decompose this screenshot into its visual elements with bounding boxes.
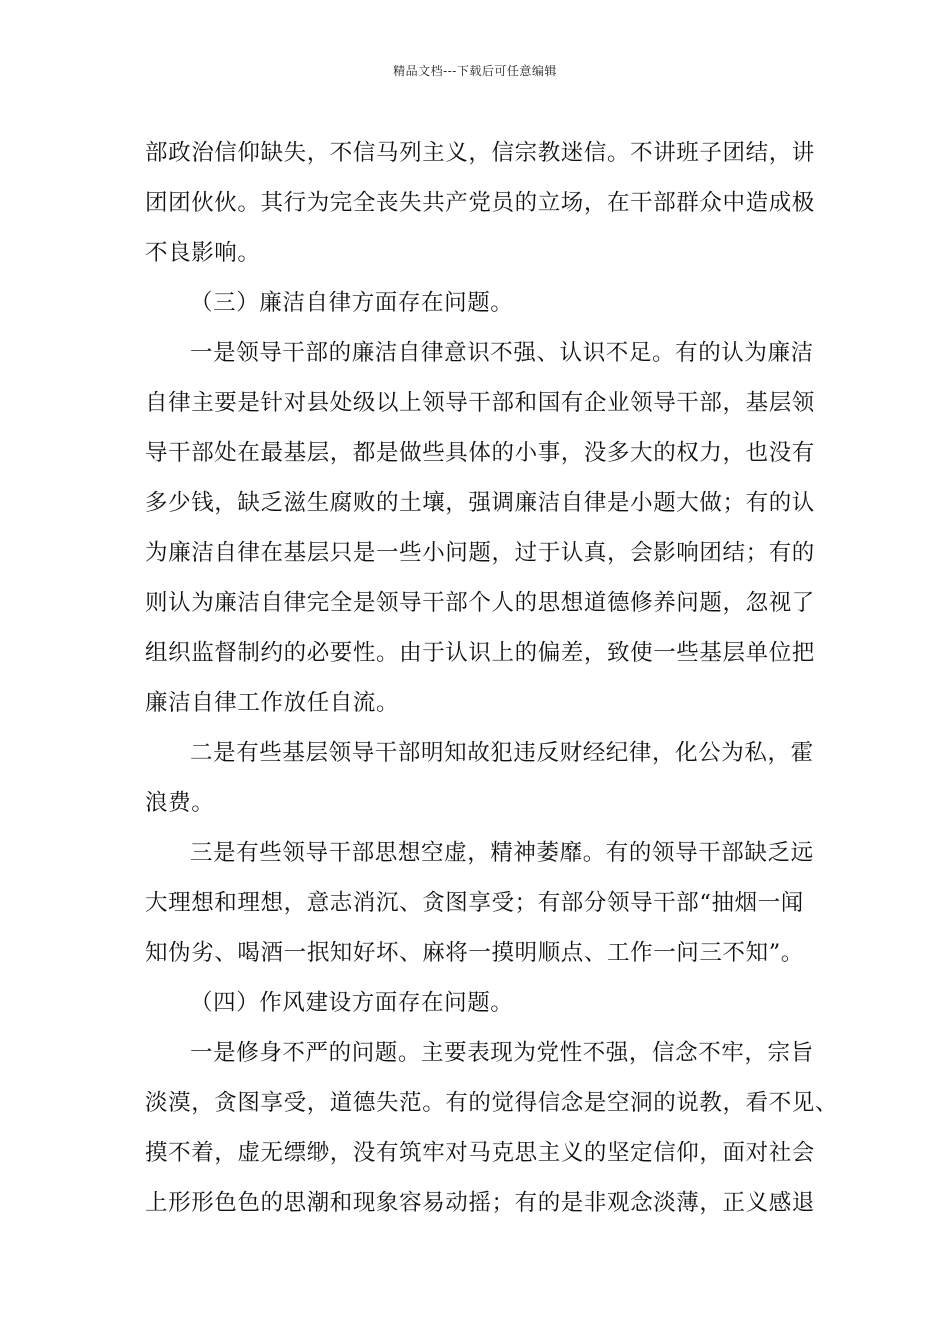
text-line: 导干部处在最基层，都是做些具体的小事，没多大的权力，也没有	[145, 440, 815, 466]
body-text	[145, 128, 839, 1228]
text-line: 部政治信仰缺失，不信马列主义，信宗教迷信。不讲班子团结，讲	[145, 140, 815, 166]
text-line: 知伪劣、喝酒一抿知好坏、麻将一摸明顺点、工作一问三不知”。	[145, 940, 804, 966]
text-line: 为廉洁自律在基层只是一些小问题，过于认真，会影响团结；有的	[145, 540, 815, 566]
text-line: 一是修身不严的问题。主要表现为党性不强，信念不牢，宗旨	[190, 1040, 814, 1066]
text-line: 摸不着，虚无缥缈，没有筑牢对马克思主义的坚定信仰，面对社会	[145, 1140, 815, 1166]
text-line: 二是有些基层领导干部明知故犯违反财经纪律，化公为私，霍	[190, 740, 814, 766]
text-line: 上形形色色的思潮和现象容易动摇；有的是非观念淡薄，正义感退	[145, 1190, 815, 1216]
text-line: 大理想和理想，意志消沉、贪图享受；有部分领导干部“抽烟一闻	[145, 890, 804, 916]
text-line: 不良影响。	[145, 240, 261, 266]
header-note: 精品文档---下载后可任意编辑	[393, 64, 557, 78]
section-heading: （三）廉洁自律方面存在问题。	[190, 290, 514, 316]
text-line: 则认为廉洁自律完全是领导干部个人的思想道德修养问题，忽视了	[145, 590, 815, 616]
text-line: 自律主要是针对县处级以上领导干部和国有企业领导干部，基层领	[145, 390, 815, 416]
text-line: 三是有些领导干部思想空虚，精神萎靡。有的领导干部缺乏远	[190, 840, 814, 866]
text-line: 一是领导干部的廉洁自律意识不强、认识不足。有的认为廉洁	[190, 340, 814, 366]
text-line: 廉洁自律工作放任自流。	[145, 690, 400, 716]
text-line: 团团伙伙。其行为完全丧失共产党员的立场，在干部群众中造成极	[145, 190, 815, 216]
section-heading: （四）作风建设方面存在问题。	[190, 990, 514, 1016]
text-line: 浪费。	[145, 790, 215, 816]
text-line: 多少钱，缺乏滋生腐败的土壤，强调廉洁自律是小题大做；有的认	[145, 490, 815, 516]
text-line: 组织监督制约的必要性。由于认识上的偏差，致使一些基层单位把	[145, 640, 815, 666]
text-line: 淡漠，贪图享受，道德失范。有的觉得信念是空洞的说教，看不见、	[145, 1090, 839, 1116]
